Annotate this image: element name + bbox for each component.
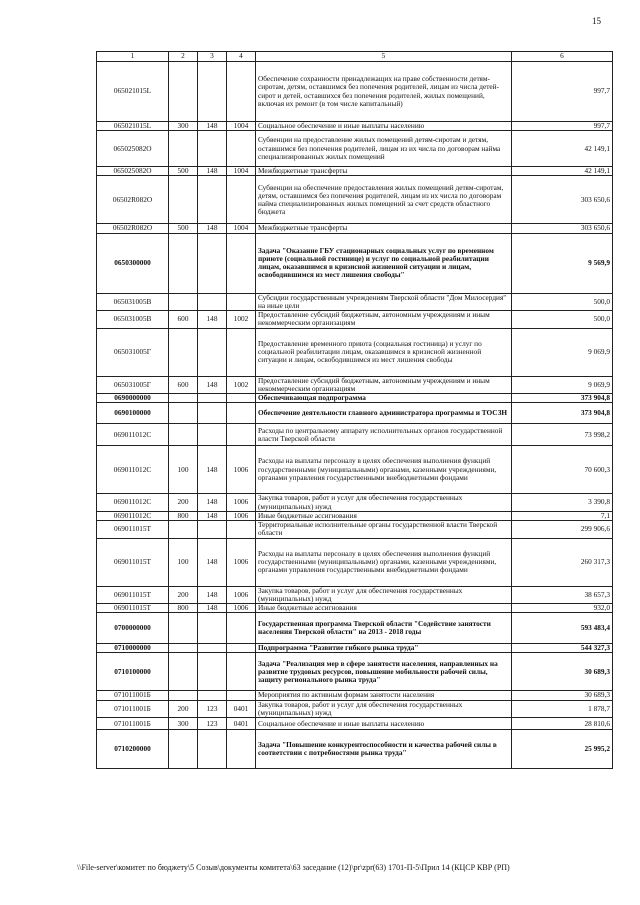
cell-admin-code: 148: [198, 446, 227, 494]
cell-expense-type: [169, 613, 198, 644]
cell-admin-code: [198, 424, 227, 446]
cell-description: Подпрограмма "Развитие гибкого рынка труда": [256, 644, 512, 653]
cell-expense-type: 100: [169, 446, 198, 494]
cell-section-code: [227, 394, 256, 403]
cell-admin-code: [198, 233, 227, 293]
table-row: [97, 603, 613, 612]
cell-description: Задача "Реализация мер в сфере занятости населения, направленных на развитие трудовых ресурсов, повышение мобильности рабочей силы, защиту регионального рынка труда": [256, 653, 512, 691]
cell-section-code: 1006: [227, 494, 256, 511]
cell-amount: 500,0: [512, 311, 613, 328]
cell-amount: 30 689,3: [512, 691, 613, 700]
cell-amount: 38 657,3: [512, 586, 613, 603]
cell-admin-code: [198, 293, 227, 310]
cell-code: 069011012С: [97, 424, 169, 446]
cell-description: Закупка товаров, работ и услуг для обеспечения государственных (муниципальных) нужд: [256, 586, 512, 603]
cell-expense-type: 100: [169, 538, 198, 586]
table-row: [97, 122, 613, 131]
table-row: [97, 311, 613, 328]
cell-description: Задача "Повышение конкурентоспособности и качества рабочей силы в соответствии с потребностями рынка труда": [256, 730, 512, 769]
cell-description: Мероприятия по активным формам занятости населения: [256, 691, 512, 700]
cell-code: 069011015Т: [97, 521, 169, 538]
cell-expense-type: [169, 403, 198, 424]
cell-description: Расходы на выплаты персоналу в целях обеспечения выполнения функций государственными (муниципальными) органами, казенными учреждениями, органами управления государственными внебюджетными фондами: [256, 446, 512, 494]
cell-expense-type: [169, 394, 198, 403]
table-header-row: [97, 52, 613, 62]
cell-amount: 997,7: [512, 122, 613, 131]
cell-admin-code: 148: [198, 224, 227, 233]
cell-code: 071011001Б: [97, 691, 169, 700]
table-row: [97, 586, 613, 603]
cell-section-code: [227, 644, 256, 653]
cell-code: 065025082О: [97, 131, 169, 167]
cell-admin-code: [198, 730, 227, 769]
cell-description: Обеспечение сохранности принадлежащих на праве собственности детям-сиротам, детям, оставшимся без попечения родителей, лицам из числа детей-сирот и детей, оставшихся без попечения родителей, жилых помещений, включая их ремонт (в том числе капитальный): [256, 62, 512, 122]
cell-section-code: [227, 730, 256, 769]
cell-description: Субвенции на обеспечение предоставления жилых помещений детям-сиротам, детям, оставшимся без попечения родителей, лицам из их числа по договорам найма специализированных жилых помещений за счет средств областного бюджета: [256, 176, 512, 224]
budget-table-container: [96, 51, 612, 769]
cell-code: 069011015Т: [97, 586, 169, 603]
column-header: 6: [512, 52, 613, 62]
cell-admin-code: [198, 644, 227, 653]
cell-code: 069011012С: [97, 494, 169, 511]
cell-expense-type: [169, 424, 198, 446]
cell-amount: 9 569,9: [512, 233, 613, 293]
cell-section-code: 1004: [227, 224, 256, 233]
cell-code: 065031005В: [97, 293, 169, 310]
cell-code: 0710000000: [97, 644, 169, 653]
cell-section-code: [227, 328, 256, 376]
cell-admin-code: [198, 131, 227, 167]
table-row: [97, 167, 613, 176]
table-row: [97, 446, 613, 494]
cell-admin-code: 148: [198, 167, 227, 176]
cell-expense-type: 800: [169, 511, 198, 520]
cell-description: Предоставление субсидий бюджетным, автономным учреждениям и иным некоммерческим организациям: [256, 376, 512, 393]
cell-section-code: [227, 403, 256, 424]
cell-section-code: [227, 613, 256, 644]
cell-expense-type: 500: [169, 167, 198, 176]
cell-description: Иные бюджетные ассигнования: [256, 603, 512, 612]
cell-admin-code: 148: [198, 586, 227, 603]
cell-code: 065021015L: [97, 122, 169, 131]
cell-admin-code: [198, 403, 227, 424]
cell-admin-code: 148: [198, 376, 227, 393]
cell-amount: 299 906,6: [512, 521, 613, 538]
table-row: [97, 521, 613, 538]
cell-admin-code: 148: [198, 538, 227, 586]
cell-admin-code: 148: [198, 122, 227, 131]
table-row: [97, 644, 613, 653]
table-row: [97, 538, 613, 586]
cell-code: 0690000000: [97, 394, 169, 403]
cell-amount: 3 390,8: [512, 494, 613, 511]
cell-section-code: [227, 691, 256, 700]
cell-code: 0690100000: [97, 403, 169, 424]
cell-description: Межбюджетные трансферты: [256, 167, 512, 176]
cell-expense-type: 300: [169, 122, 198, 131]
table-row: [97, 176, 613, 224]
cell-code: 065031005В: [97, 311, 169, 328]
cell-section-code: [227, 424, 256, 446]
table-row: [97, 403, 613, 424]
cell-amount: 500,0: [512, 293, 613, 310]
cell-amount: 593 483,4: [512, 613, 613, 644]
cell-expense-type: [169, 62, 198, 122]
cell-section-code: [227, 653, 256, 691]
cell-description: Закупка товаров, работ и услуг для обеспечения государственных (муниципальных) нужд: [256, 700, 512, 717]
cell-description: Субвенции на предоставление жилых помещений детям-сиротам и детям, оставшимся без попечения родителей, лицам из их числа по договорам найма специализированных жилых помещений: [256, 131, 512, 167]
cell-expense-type: 500: [169, 224, 198, 233]
table-row: [97, 376, 613, 393]
table-row: [97, 653, 613, 691]
table-row: [97, 613, 613, 644]
cell-expense-type: 300: [169, 718, 198, 730]
file-path-footer: \\File-server\комитет по бюджету\5 Созыв\документы комитета\63 заседание (12)\pr\zpr(63) 1701-П-5\Прил 14 (КЦСР КВР (РП): [77, 863, 510, 872]
cell-description: Иные бюджетные ассигнования: [256, 511, 512, 520]
cell-code: 069011015Т: [97, 538, 169, 586]
cell-description: Обеспечивающая подпрограмма: [256, 394, 512, 403]
cell-amount: 373 904,8: [512, 403, 613, 424]
cell-expense-type: [169, 233, 198, 293]
cell-admin-code: [198, 394, 227, 403]
cell-amount: 932,0: [512, 603, 613, 612]
cell-amount: 9 069,9: [512, 376, 613, 393]
cell-code: 06502R082О: [97, 176, 169, 224]
table-row: [97, 691, 613, 700]
cell-amount: 7,1: [512, 511, 613, 520]
table-row: [97, 511, 613, 520]
page-number: 15: [592, 16, 601, 26]
cell-code: 06502R082О: [97, 224, 169, 233]
cell-amount: 70 600,3: [512, 446, 613, 494]
cell-section-code: 1002: [227, 311, 256, 328]
table-row: [97, 730, 613, 769]
cell-admin-code: 148: [198, 603, 227, 612]
cell-expense-type: 600: [169, 311, 198, 328]
table-row: [97, 700, 613, 717]
cell-description: Обеспечение деятельности главного администратора программы и ТОСЗН: [256, 403, 512, 424]
cell-expense-type: 800: [169, 603, 198, 612]
cell-admin-code: [198, 691, 227, 700]
column-header: 5: [256, 52, 512, 62]
column-header: 3: [198, 52, 227, 62]
cell-description: Закупка товаров, работ и услуг для обеспечения государственных (муниципальных) нужд: [256, 494, 512, 511]
column-header: 1: [97, 52, 169, 62]
cell-admin-code: [198, 328, 227, 376]
cell-admin-code: [198, 62, 227, 122]
cell-amount: 997,7: [512, 62, 613, 122]
cell-admin-code: [198, 521, 227, 538]
cell-amount: 25 995,2: [512, 730, 613, 769]
cell-amount: 373 904,8: [512, 394, 613, 403]
cell-expense-type: 200: [169, 700, 198, 717]
cell-expense-type: [169, 293, 198, 310]
table-row: [97, 224, 613, 233]
cell-expense-type: [169, 131, 198, 167]
cell-code: 069011015Т: [97, 603, 169, 612]
cell-section-code: [227, 62, 256, 122]
column-header: 2: [169, 52, 198, 62]
cell-section-code: 1006: [227, 446, 256, 494]
table-row: [97, 328, 613, 376]
cell-admin-code: 148: [198, 511, 227, 520]
cell-section-code: [227, 176, 256, 224]
cell-description: Социальное обеспечение и иные выплаты населению: [256, 122, 512, 131]
table-row: [97, 718, 613, 730]
cell-amount: 9 069,9: [512, 328, 613, 376]
cell-amount: 544 327,3: [512, 644, 613, 653]
cell-expense-type: [169, 521, 198, 538]
cell-expense-type: [169, 653, 198, 691]
cell-amount: 1 878,7: [512, 700, 613, 717]
cell-amount: 42 149,1: [512, 131, 613, 167]
cell-expense-type: [169, 176, 198, 224]
cell-admin-code: 123: [198, 700, 227, 717]
cell-amount: 30 689,3: [512, 653, 613, 691]
cell-expense-type: 200: [169, 586, 198, 603]
table-row: [97, 293, 613, 310]
cell-description: Предоставление временного приюта (социальная гостиница) и услуг по социальной реабилитации лицам, оказавшимся в кризисной жизненной ситуации и лицам, освободившимся из мест лишения свободы: [256, 328, 512, 376]
cell-description: Предоставление субсидий бюджетным, автономным учреждениям и иным некоммерческим организациям: [256, 311, 512, 328]
cell-code: 0710100000: [97, 653, 169, 691]
column-header: 4: [227, 52, 256, 62]
table-row: [97, 233, 613, 293]
cell-expense-type: 600: [169, 376, 198, 393]
cell-amount: 42 149,1: [512, 167, 613, 176]
cell-admin-code: [198, 613, 227, 644]
cell-section-code: 1006: [227, 511, 256, 520]
cell-description: Территориальные исполнительные органы государственной власти Тверской области: [256, 521, 512, 538]
cell-amount: 260 317,3: [512, 538, 613, 586]
cell-description: Задача "Оказание ГБУ стационарных социальных услуг по временном приюте (социальной гостинице) и услуг по социальной реабилитации лицам, оказавшимся в кризисной жизненной ситуации и лицам, освободившимся из мест лишения свободы": [256, 233, 512, 293]
cell-code: 0710200000: [97, 730, 169, 769]
cell-code: 065031005Г: [97, 328, 169, 376]
cell-code: 065021015L: [97, 62, 169, 122]
cell-amount: 303 650,6: [512, 224, 613, 233]
cell-section-code: 0401: [227, 718, 256, 730]
cell-section-code: 0401: [227, 700, 256, 717]
cell-amount: 303 650,6: [512, 176, 613, 224]
table-body: [97, 62, 613, 769]
cell-expense-type: [169, 730, 198, 769]
cell-expense-type: [169, 691, 198, 700]
cell-amount: 73 998,2: [512, 424, 613, 446]
table-row: [97, 424, 613, 446]
cell-code: 069011012С: [97, 511, 169, 520]
cell-description: Межбюджетные трансферты: [256, 224, 512, 233]
cell-section-code: [227, 293, 256, 310]
cell-description: Субсидии государственным учреждениям Тверской области "Дом Милосердия" на иные цели: [256, 293, 512, 310]
cell-section-code: [227, 521, 256, 538]
cell-code: 065025082О: [97, 167, 169, 176]
cell-admin-code: [198, 653, 227, 691]
cell-description: Расходы на выплаты персоналу в целях обеспечения выполнения функций государственными (муниципальными) органами, казенными учреждениями, органами управления государственными внебюджетными фондами: [256, 538, 512, 586]
cell-admin-code: 123: [198, 718, 227, 730]
cell-expense-type: [169, 328, 198, 376]
table-row: [97, 131, 613, 167]
cell-admin-code: [198, 176, 227, 224]
cell-expense-type: 200: [169, 494, 198, 511]
cell-admin-code: 148: [198, 311, 227, 328]
cell-amount: 28 810,6: [512, 718, 613, 730]
cell-section-code: [227, 233, 256, 293]
cell-code: 0650300000: [97, 233, 169, 293]
cell-section-code: 1006: [227, 538, 256, 586]
cell-section-code: 1002: [227, 376, 256, 393]
cell-admin-code: 148: [198, 494, 227, 511]
cell-description: Расходы по центральному аппарату исполнительных органов государственной власти Тверской области: [256, 424, 512, 446]
cell-code: 069011012С: [97, 446, 169, 494]
table-row: [97, 394, 613, 403]
cell-section-code: [227, 131, 256, 167]
cell-description: Социальное обеспечение и иные выплаты населению: [256, 718, 512, 730]
cell-expense-type: [169, 644, 198, 653]
budget-table: [96, 51, 613, 769]
cell-section-code: 1006: [227, 586, 256, 603]
table-row: [97, 62, 613, 122]
cell-description: Государственная программа Тверской области "Содействие занятости населения Тверской области" на 2013 - 2018 годы: [256, 613, 512, 644]
cell-section-code: 1006: [227, 603, 256, 612]
cell-code: 0700000000: [97, 613, 169, 644]
table-row: [97, 494, 613, 511]
cell-section-code: 1004: [227, 122, 256, 131]
cell-code: 065031005Г: [97, 376, 169, 393]
cell-section-code: 1004: [227, 167, 256, 176]
cell-code: 071011001Б: [97, 718, 169, 730]
cell-code: 071011001Б: [97, 700, 169, 717]
